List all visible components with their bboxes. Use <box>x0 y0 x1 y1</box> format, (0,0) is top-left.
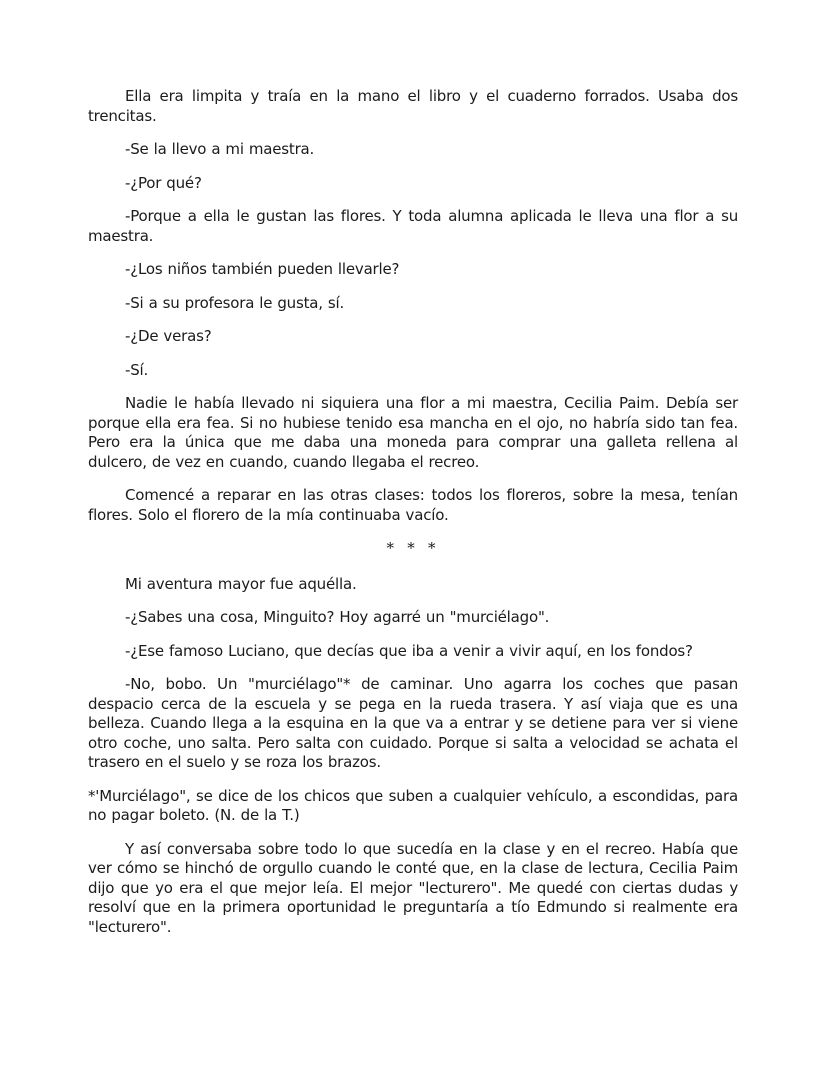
dialogue-line: -¿Sabes una cosa, Minguito? Hoy agarré un "murciélago". <box>125 608 550 626</box>
paragraph: Y así conversaba sobre todo lo que sucedía en la clase y en el recreo. Había que ver cómo se hinchó de orgullo cuando le conté que, en la clase de lectura, Cecilia Paim dijo que yo era el que mejor leía. El mejor "lecturero". Me quedé con ciertas dudas y resolví que en la primera oportunidad le preguntaría a tío Edmundo si realmente era "lecturero". <box>88 839 738 936</box>
dialogue-line: -¿Los niños también pueden llevarle? <box>125 260 400 278</box>
section-separator: * * * <box>386 539 440 557</box>
dialogue-line: -Se la llevo a mi maestra. <box>125 140 315 158</box>
dialogue-line: -Si a su profesora le gusta, sí. <box>125 293 345 312</box>
dialogue-line: -¿De veras? <box>125 327 212 345</box>
dialogue-line: -Porque a ella le gustan las flores. Y toda alumna aplicada le lleva una flor a su maestra. <box>88 207 738 245</box>
dialogue-line: -¿Ese famoso Luciano, que decías que iba a venir a vivir aquí, en los fondos? <box>125 641 693 660</box>
paragraph: Comencé a reparar en las otras clases: todos los floreros, sobre la mesa, tenían flores. Solo el florero de la mía continuaba vacío. <box>88 486 738 524</box>
paragraph: Mi aventura mayor fue aquélla. <box>125 574 357 593</box>
dialogue-line: -¿Por qué? <box>125 173 202 192</box>
dialogue-line: -No, bobo. Un "murciélago"* de caminar. Uno agarra los coches que pasan despacio cerca de la escuela y se pega en la rueda trasera. Y así viaja que es una belleza. Cuando llega a la esquina en la que va a entrar y se detiene para ver si viene otro coche, uno salta. Pero salta con cuidado. Porque si salta a velocidad se achata el trasero en el suelo y se roza los brazos. <box>88 675 738 771</box>
dialogue-line: -Sí. <box>125 360 149 379</box>
paragraph: Ella era limpita y traía en la mano el libro y el cuaderno forrados. Usaba dos trencitas. <box>88 87 738 125</box>
paragraph: Nadie le había llevado ni siquiera una flor a mi maestra, Cecilia Paim. Debía ser porque ella era fea. Si no hubiese tenido esa mancha en el ojo, no habría sido tan fea. Pero era la única que me daba una moneda para comprar una galleta rellena al dulcero, de vez en cuando, cuando llegaba el recreo. <box>88 394 738 471</box>
translator-footnote: *'Murciélago", se dice de los chicos que suben a cualquier vehículo, a escondidas, para no pagar boleto. (N. de la T.) <box>88 786 738 824</box>
